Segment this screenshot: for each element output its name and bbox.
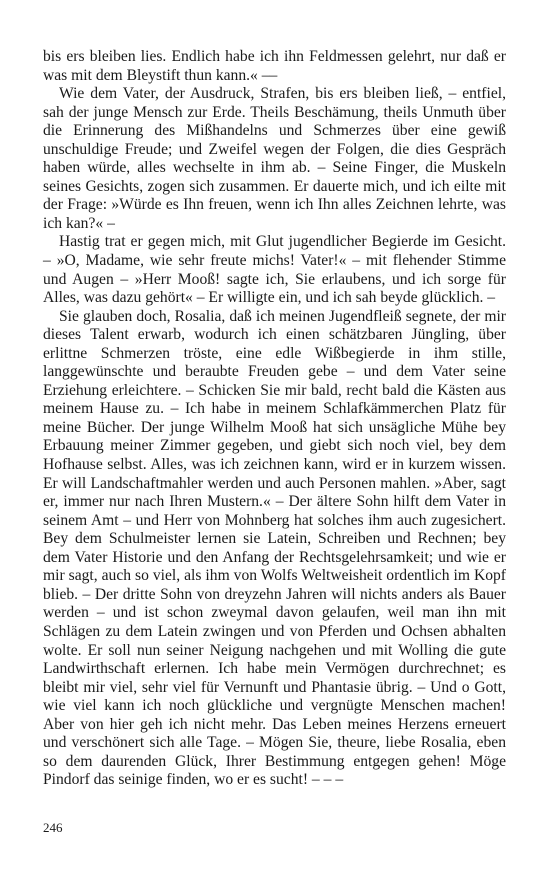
page-body bbox=[43, 48, 506, 790]
paragraph-2: Wie dem Vater, der Ausdruck, Strafen, bis ers bleiben ließ, – entfiel, sah der junge Mensch zur Erde. Theils Beschämung, theils Unmuth über die Erinnerung des Mißhandelns und Schmerzes über eine gewiß unschuldige Freude; und Zweifel wegen der Folgen, die dies Gespräch haben würde, alles wechselte in ihm ab. – Seine Finger, die Muskeln seines Gesichts, zogen sich zusammen. Er dauerte mich, und ich eilte mit der Frage: »Würde es Ihn freuen, wenn ich Ihn alles Zeichnen lehrte, was ich kan?« – bbox=[43, 85, 506, 232]
paragraph-1: bis ers bleiben lies. Endlich habe ich ihn Feldmessen gelehrt, nur daß er was mit dem Bleystift thun kann.« –– bbox=[43, 48, 506, 84]
page-number: 246 bbox=[43, 820, 63, 835]
paragraph-3: Hastig trat er gegen mich, mit Glut jugendlicher Begierde im Gesicht. – »O, Madame, wie sehr freute michs! Vater!« – mit flehender Stimme und Augen – »Herr Mooß! sagte ich, Sie erlaubens, und ich sorge für Alles, was dazu gehört« – Er willigte ein, und ich sah beyde glücklich. – bbox=[43, 233, 506, 307]
paragraph-4: Sie glauben doch, Rosalia, daß ich meinen Jugendfleiß segnete, der mir dieses Talent erwarb, wodurch ich einen schätzbaren Jüngling, über erlittne Schmerzen tröste, eine edle Wißbegierde in ihm stille, langgewünschte und beraubte Freuden gebe – und dem Vater seine Erziehung erleichtere. – Schicken Sie mir bald, recht bald die Kästen aus meinem Hause zu. – Ich habe in meinem Schlafkämmerchen Platz für meine Bücher. Der junge Wilhelm Mooß hat sich unsägliche Mühe bey Erbauung meiner Zimmer gegeben, und giebt sich noch viel, bey dem Hofhause selbst. Alles, was ich zeichnen kann, wird er in kurzem wissen. Er will Landschaftmahler werden und auch Personen mahlen. »Aber, sagt er, immer nur nach Ihren Mustern.« – Der ältere Sohn hilft dem Vater in seinem Amt – und Herr von Mohnberg hat solches ihm auch zugesichert. Bey dem Schulmeister lernen sie Latein, Schreiben und Rechnen; bey dem Vater Historie und den Anfang der Rechtsgelehrsamkeit; und wie er mir sagt, auch so viel, als ihm von Wolfs Weltweisheit ordentlich im Kopf blieb. – Der dritte Sohn von dreyzehn Jahren will nichts anders als Bauer werden – und ist schon zweymal davon gelaufen, weil man ihn mit Schlägen zu dem Latein zwingen und von Pferden und Ochsen abhalten wolte. Er soll nun seiner Neigung nachgehen und mit Wolling die gute Landwirthschaft erlernen. Ich habe mein Vermögen durchrechnet; es bleibt mir viel, sehr viel für Vernunft und Phantasie übrig. – Und o Gott, wie viel kann ich noch glückliche und vergnügte Menschen machen! Aber von hier geh ich nicht mehr. Das Leben meines Herzens erneuert und verschönert sich alle Tage. – Mögen Sie, theure, liebe Rosalia, eben so dem daurenden Glück, Ihrer Bestimmung entgegen gehen! Möge Pindorf das seinige finden, wo er es sucht! – – – bbox=[43, 307, 506, 789]
